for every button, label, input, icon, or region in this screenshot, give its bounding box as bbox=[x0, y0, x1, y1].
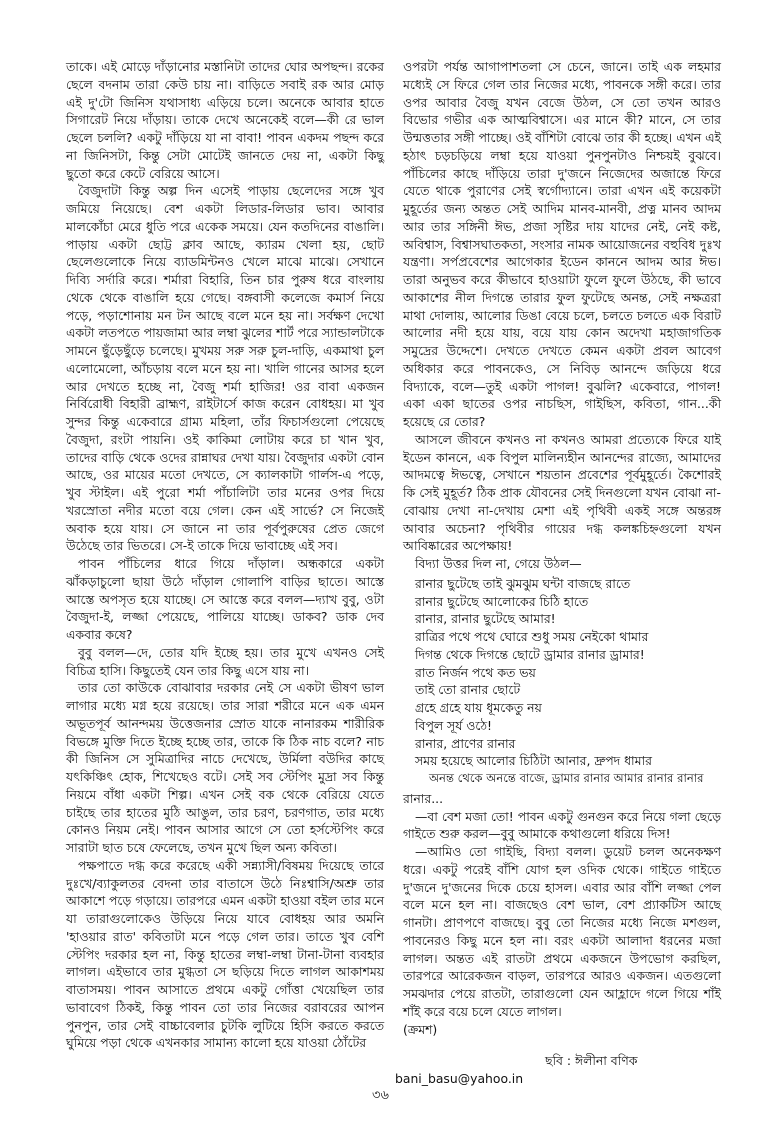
lyric-line: তাই তো রানার ছোটে bbox=[415, 682, 521, 698]
illustration-credit: ছবি : ঈলীনা বণিক bbox=[545, 1053, 638, 1068]
lyric-line: রাত নির্জন পথে কত ভয় bbox=[415, 664, 536, 680]
lyric-line: রানার, প্রাণের রানার bbox=[415, 735, 516, 751]
lyric-line: রাত্রির পথে পথে ঘোরে শুধু সময় নেইকো থামার bbox=[415, 629, 649, 644]
lyric-line: দিগন্ত থেকে দিগন্তে ছোটে ড্রামার রানার ড্রামার! bbox=[415, 646, 645, 662]
paragraph: ওপরটা পর্যন্ত আগাপাশতলা সে চেনে, জানে। তাই এক লহমার মধ্যেই সে ফিরে গেল তার নিজের মধ্যে, পাবনকে সঙ্গী করে। তার ওপর আবার বৈজু যখন বেজে উঠল, সে তো তখন আরও বিভোর গভীর এক আত্মবিশ্বাসে। এর মানে কী? মানে, সে তার উন্মত্ততার সঙ্গী পাচ্ছে। ওই বাঁশিটা বোঝে তার কী হচ্ছে। এখন এই হঠাৎ চড়চড়িয়ে লম্বা হয়ে যাওয়া পুনপুনটাও নিশ্চয়ই বুঝবে। পাঁচিলের কাছে দাঁড়িয়ে তারা দু'জনে নিজেদের অজান্তে ফিরে যেতে থাকে পুরাণের সেই স্বর্গোদ্যানে। তারা এখন এই কয়েকটা মুহূর্তের জন্য অন্তত সেই আদিম মানব-মানবী, প্রত্ন মানব আদম আর তার সঙ্গিনী ঈভ, প্রজা সৃষ্টির দায় যাদের নেই, নেই কষ্ট, অবিশ্বাস, বিশ্বাসঘাতকতা, সংসার নামক আয়োজনের বহুবিধ দুঃখ যন্ত্রণা। সর্পপ্রবেশের আগেকার ইডেন কাননে আদম আর ঈভ। তারা অনুভব করে কীভাবে হাওয়াটা ফুলে ফুলে উঠছে, কী ভাবে আকাশের নীল দিগন্তে তারার ফুল ফুটেছে অনন্ত, সেই নক্ষত্ররা মাথা দোলায়, আলোর ডিঙা বেয়ে চলে, চলতে চলতে এক বিরাট আলোর নদী হয়ে যায়, বয়ে যায় কোন অদেখা মহাজাগতিক সমুদ্রের উদ্দেশে। দেখতে দেখতে কেমন একটা প্রবল আবেগ অধিকার করে পাবনকেও, সে নিবিড় আনন্দে জড়িয়ে ধরে বিদ্যাকে, বলে—তুই একটা পাগল! বুঝলি? একেবারে, পাগল! একা একা ছাতের ওপর নাচছিস, গাইছিস, কবিতা, গান...কী হয়েছে রে তোর? bbox=[403, 59, 721, 429]
to-be-continued-note: (ক্রমশ) bbox=[403, 1021, 438, 1037]
lyric-line: বিপুল সূর্য ওঠে! bbox=[415, 717, 492, 733]
right-column bbox=[403, 58, 721, 1038]
paragraph: পক্ষপাতে দগ্ধ করে করেছে একী সন্ন্যাসী/বিষময় দিয়েছে তারে দুঃখে/ব্যাকুলতর বেদনা তার বাতাসে উঠে নিঃশ্বাসি/অশ্রু তার আকাশে পড়ে গড়ায়ে। তারপরে এমন একটা হাওয়া বইল তার মনে যা তারাগুলোকেও উড়িয়ে নিয়ে যাবে বোধহয় আর অমনি 'হাওয়ার রাত' কবিতাটা মনে পড়ে গেল তার। তাতে খুব বেশি স্টেপিং দরকার হল না, কিন্তু হাতের লম্বা-লম্বা টানা-টানা ব্যবহার লাগল। এইভাবে তার মুগ্ধতা সে ছড়িয়ে দিতে লাগল আকাশময় বাতাসময়। পাবন আসাতে প্রথমে একটু গোঁত্তা খেয়েছিল তার ভাবাবেগ ঠিকই, কিন্তু পাবন তো তার নিজের বরাবরের আপন পুনপুন, তার সেই বাচ্চাবেলার চুটকি লুটিয়ে হিসি করতে করতে ঘুমিয়ে পড়া থেকে এখনকার সামান্য কালো হয়ে যাওয়া ঠোঁটের bbox=[66, 857, 384, 1051]
author-email: bani_basu@yahoo.in bbox=[395, 1071, 524, 1086]
lyric-line: অনন্ত থেকে অনন্তে বাজে, ড্রামার রানার আমার রানার রানার bbox=[429, 771, 704, 785]
lyric-line: সময় হয়েছে আলোর চিঠিটা আনার, দ্রুপদ ধামার bbox=[415, 753, 652, 769]
paragraph: বৈজুদাটা কিন্তু অল্প দিন এসেই পাড়ায় ছেলেদের সঙ্গে খুব জমিয়ে নিয়েছে। বেশ একটা লিডার-লিডার ভাব। আবার মালকোঁচা মেরে ধুতি পরে একেক সময়ে। যেন কতদিনের বাঙালি। পাড়ায় একটা ছোট্ট ক্লাব আছে, ক্যারম খেলা হয়, ছোট ছেলেগুলোকে নিয়ে ব্যাডমিন্টনও খেলে মাঝে মাঝে। সেখানে দিব্যি সর্দারি করে। শর্মারা বিহারি, তিন চার পুরুষ ধরে বাংলায় থেকে থেকে বাঙালি হয়ে গেছে। বঙ্গবাসী কলেজে কমার্স নিয়ে পড়ে, পড়াশোনায় মন টন আছে বলে মনে হয় না। সর্বক্ষণ দেখো একটা লতপতে পায়জামা আর লম্বা ঝুলের শার্ট পরে স্যান্ডালটাকে সামনে ছুঁড়েছুঁড়ে চলেছে। মুখময় সরু সরু চুল-দাড়ি, একমাথা চুল এলোমেলো, আঁচড়ায় বলে মনে হয় না। খালি গানের আসর হলে আর দেখতে হচ্ছে না, বৈজু শর্মা হাজির! ওর বাবা একজন নির্বিরোধী বিহারী ব্রাহ্মণ, রাইটার্সে কাজ করেন বোধহয়। মা খুব সুন্দর কিন্তু একেবারে গ্রাম্য মহিলা, তাঁর ফিচার্সগুলো পেয়েছে বৈজুদা, রংটা পায়নি। ওই কাকিমা লোটায় করে চা খান খুব, তাদের বাড়ি থেকে ওদের রান্নাঘর দেখা যায়। বৈজুদার একটা বোন আছে, ওর মায়ের মতো দেখতে, সে ক্যালকাটা গার্লস-এ পড়ে, খুব স্টাইল। এই পুরো শর্মা পাঁচালিটা তার মনের ওপর দিয়ে খরস্রোতা নদীর মতো বয়ে গেল। কেন এই সার্ভে? সে নিজেই অবাক হয়ে যায়। সে জানে না তার পূর্বপুরুষের প্রেত জেগে উঠেছে তার ভিতরে। সে-ই তাকে দিয়ে ভাবাচ্ছে এই সব। bbox=[66, 183, 384, 554]
paragraph: তাকে। এই মোড়ে দাঁড়ানোর মস্তানিটা তাদের ঘোর অপছন্দ। রকের ছেলে বদনাম তারা কেউ চায় না। বাড়িতে সবাই রক আর মোড় এই দু'টো জিনিস যথাসাধ্য এড়িয়ে চলে। অনেকে আবার হাতে সিগারেট নিয়ে দাঁড়ায়। তাকে দেখে অনেকেই বলে—কী রে ভাল ছেলে চললি? একটু দাঁড়িয়ে যা না বাবা! পাবন একদম পছন্দ করে না জিনিসটা, কিন্তু সেটা মোটেই জানতে দেয় না, একটা কিছু ছুতো করে কেটে বেরিয়ে আসে। bbox=[66, 59, 384, 181]
song-lyrics bbox=[415, 575, 721, 788]
paragraph: বুবু বলল—দে, তোর যদি ইচ্ছে হয়। তার মুখে এখনও সেই বিচিত্র হাসি। কিছুতেই যেন তার কিছু এসে যায় না। bbox=[66, 644, 384, 678]
paragraph: আসলে জীবনে কখনও না কখনও আমরা প্রত্যেকে ফিরে যাই ইডেন কাননে, এক বিপুল মালিন্যহীন আনন্দের রাজ্যে, আমাদের আদমত্বে ঈভত্বে, সেখানে শয়তান প্রবেশের পূর্বমুহূর্তে। কৈশোরই কি সেই মুহূর্ত? ঠিক প্রাক যৌবনের সেই দিনগুলো যখন বোঝা না-বোঝায় দেখা না-দেখায় মেশা এই পৃথিবী একই সঙ্গে অন্তরঙ্গ আবার অচেনা? পৃথিবীর গায়ের দগ্ধ কলঙ্কচিহ্নগুলো যখন আবিষ্কারের অপেক্ষায়! bbox=[403, 431, 721, 554]
lyric-line: রানার ছুটেছে তাই ঝুমঝুম ঘন্টা বাজছে রাতে bbox=[415, 575, 631, 591]
paragraph: —আমিও তো গাইছি, বিদ্যা বলল। ডুয়েট চলল অনেকক্ষণ ধরে। একটু পরেই বাঁশি যোগ হল ওদিক থেকে। গাইতে গাইতে দু'জনে দু'জনের দিকে চেয়ে হাসল। এবার আর বাঁশি লজ্জা পেল বলে মনে হল না। বাজছেও বেশ ভাল, বেশ প্র্যাকটিস আছে গানটা। প্রাণপণে বাজছে। বুবু তো নিজের মধ্যে নিজে মশগুল, পাবনেরও কিছু মনে হল না। বরং একটা আলাদা ধরনের মজা লাগল। অন্তত এই রাতটা প্রথমে একজনে উপভোগ করছিল, তারপরে আরেকজন বাড়ল, তারপরে আরও একজন। এতগুলো সমঝদার পেয়ে রাতটা, তারাগুলো যেন আহ্লাদে গলে গিয়ে শাঁই শাঁই করে বয়ে চলে যেতে লাগল। bbox=[403, 844, 721, 1019]
lyric-line: রানার, রানার ছুটেছে আমার! bbox=[415, 611, 556, 627]
page-number: ৩৬ bbox=[372, 1088, 389, 1103]
lyric-tail: রানার... bbox=[403, 790, 444, 806]
lyric-line: গ্রহে গ্রহে যায় ধূমকেতু নয় bbox=[415, 700, 542, 715]
paragraph: তার তো কাউকে বোঝাবার দরকার নেই সে একটা ভীষণ ভাল লাগার মধ্যে মগ্ন হয়ে রয়েছে। তার সারা শরীরে মনে এক এমন অভূতপূর্ব আনন্দময় উত্তেজনার স্রোত যাকে নানারকম শারীরিক বিভঙ্গে মুক্তি দিতে ইচ্ছে হচ্ছে তার, তাকে কি ঠিক নাচ বলে? নাচ কী জিনিস সে সুমিত্রাদির নাচে দেখেছে, উর্মিলা বউদির কাছে যৎকিঞ্চিৎ হোক, শিখেছেও বটে। সেই সব স্টেপিং মুদ্রা সব কিন্তু নিয়মে বাঁধা একটা শিল্প। এখন সেই বক থেকে বেরিয়ে যেতে চাইছে তার হাতের মুঠি আঙুল, তার চরণ, চরণগাত, তার মধ্যে কোনও নিয়ম নেই। পাবন আসার আগে সে তো হর্সস্টেপিং করে সারাটা ছাত চষে ফেলেছে, তখন মুখে ছিল অন্য কবিতা। bbox=[66, 680, 384, 855]
left-column bbox=[66, 58, 384, 1052]
paragraph: —বা বেশ মজা তো! পাবন একটু গুনগুন করে নিয়ে গলা ছেড়ে গাইতে শুরু করল—বুবু আমাকে কথাগুলো ধরিয়ে দিস! bbox=[403, 808, 721, 842]
paragraph: বিদ্যা উত্তর দিল না, গেয়ে উঠল— bbox=[415, 556, 582, 571]
paragraph: পাবন পাঁচিলের ধারে গিয়ে দাঁড়াল। অন্ধকারে একটা ঝাঁকড়াচুলো ছায়া উঠে দাঁড়াল গোলাপি বাড়ির ছাতে। আস্তে আস্তে অপসৃত হয়ে যাচ্ছে। সে আস্তে করে বলল—দ্যাখ বুবু, ওটা বৈজুদা-ই, লজ্জা পেয়েছে, পালিয়ে যাচ্ছে। ডাকব? ডাক দেব একবার কষে? bbox=[66, 556, 384, 642]
lyric-line: রানার ছুটেছে আলোকের চিঠি হাতে bbox=[415, 593, 589, 609]
